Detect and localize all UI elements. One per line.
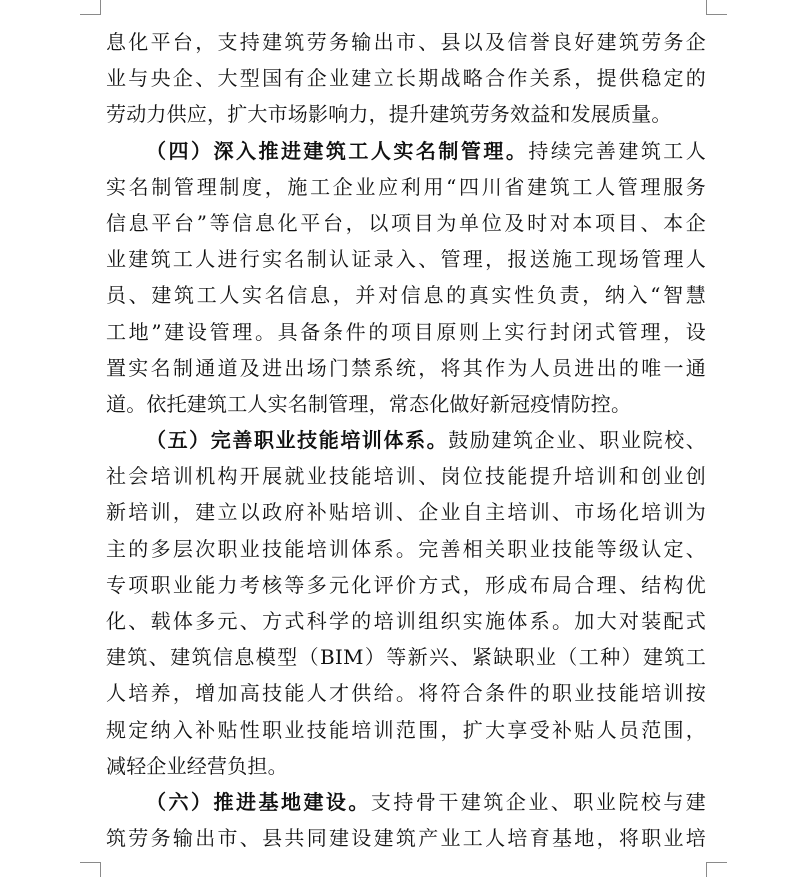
line-text: 信息平台”等信息化平台，以项目为单位及时对本项目、本企 [106,210,706,235]
text-line [106,277,706,313]
document-body [106,24,706,856]
page-corner-mark [706,0,727,15]
page-corner-mark [80,0,101,15]
line-text: 建筑、建筑信息模型（BIM）等新兴、紧缺职业（工种）建筑工 [106,645,706,670]
line-text: 鼓励建筑企业、职业院校、 [448,428,706,453]
line-text: 道。依托建筑工人实名制管理，常态化做好新冠疫情防控。 [106,391,632,416]
line-text: 筑劳务输出市、县共同建设建筑产业工人培育基地，将职业培 [106,826,706,851]
line-text: 业与央企、大型国有企业建立长期战略合作关系，提供稳定的 [106,66,706,91]
text-line [106,96,706,132]
line-text: 规定纳入补贴性职业技能培训范围，扩大享受补贴人员范围， [106,717,706,742]
text-line [106,820,706,856]
page-corner-mark [706,862,727,877]
text-line [106,458,706,494]
text-line [106,748,706,784]
line-text: 主的多层次职业技能培训体系。完善相关职业技能等级认定、 [106,536,706,561]
paragraph-heading-line [106,784,706,820]
text-line [106,314,706,350]
line-text: 人培养，增加高技能人才供给。将符合条件的职业技能培训按 [106,681,706,706]
line-text: 劳动力供应，扩大市场影响力，提升建筑劳务效益和发展质量。 [106,102,672,127]
section-heading: （四）深入推进建筑工人实名制管理。 [146,138,529,163]
text-line [106,531,706,567]
text-line [106,241,706,277]
line-text: 员、建筑工人实名信息，并对信息的真实性负责，纳入“智慧 [106,283,706,308]
text-line [106,169,706,205]
text-line [106,494,706,530]
line-text: 社会培训机构开展就业技能培训、岗位技能提升培训和创业创 [106,464,706,489]
line-text: 减轻企业经营负担。 [106,753,288,778]
line-text: 工地”建设管理。具备条件的项目原则上实行封闭式管理，设 [106,319,706,344]
paragraph-heading-line [106,422,706,458]
line-text: 化、载体多元、方式科学的培训组织实施体系。加大对装配式 [106,609,706,633]
section-heading: （六）推进基地建设。 [146,789,371,814]
text-line [106,712,706,748]
page-corner-mark [80,862,101,877]
line-text: 专项职业能力考核等多元化评价方式，形成布局合理、结构优 [106,572,706,597]
line-text: 支持骨干建筑企业、职业院校与建 [370,789,707,814]
line-text: 息化平台，支持建筑劳务输出市、县以及信誉良好建筑劳务企 [106,30,706,54]
line-text: 实名制管理制度，施工企业应利用“四川省建筑工人管理服务 [106,174,706,199]
text-line [106,567,706,603]
line-text: 置实名制通道及进出场门禁系统，将其作为人员进出的唯一通 [106,355,706,380]
line-text: 业建筑工人进行实名制认证录入、管理，报送施工现场管理人 [106,247,706,272]
text-line [106,386,706,422]
line-text: 新培训，建立以政府补贴培训、企业自主培训、市场化培训为 [106,500,706,525]
text-line [106,639,706,675]
text-line [106,205,706,241]
text-line [106,60,706,96]
line-text: 持续完善建筑工人 [528,138,706,163]
text-line [106,350,706,386]
section-heading: （五）完善职业技能培训体系。 [146,428,449,453]
text-line [106,603,706,639]
text-line [106,675,706,711]
text-line [106,24,706,60]
paragraph-heading-line [106,133,706,169]
